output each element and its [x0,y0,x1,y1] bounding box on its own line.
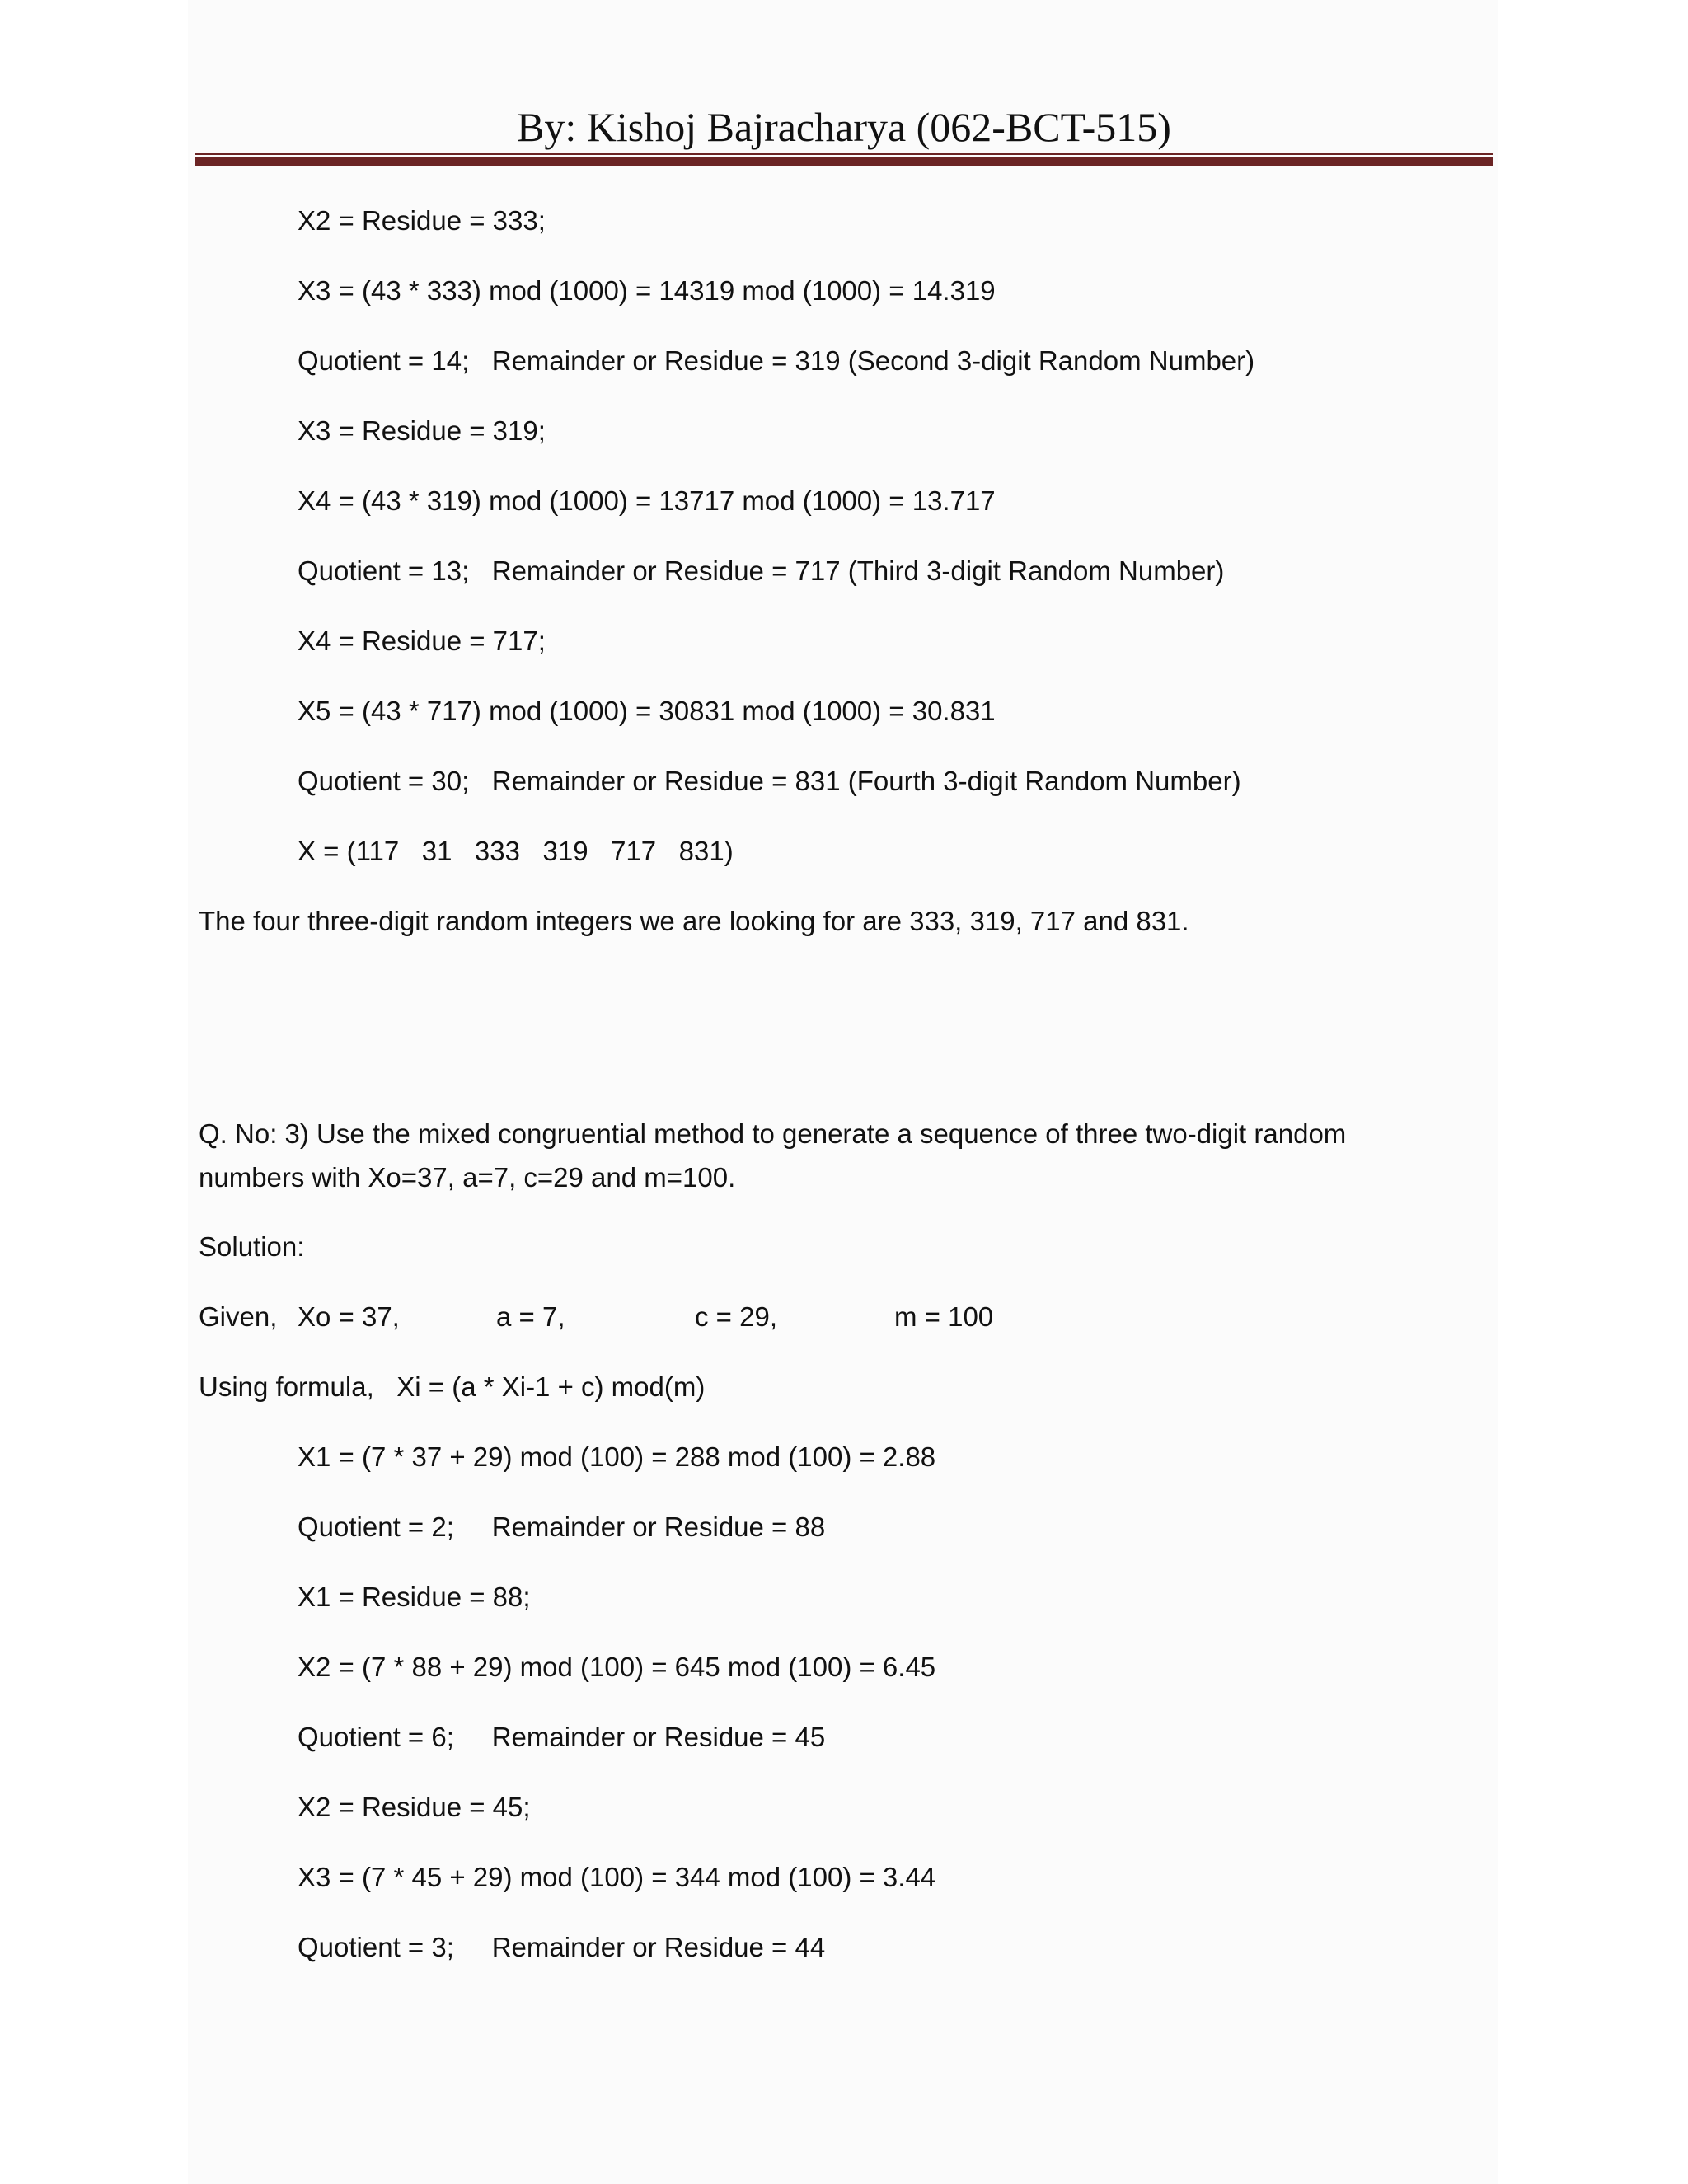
calc-line: X2 = Residue = 333; [298,205,546,236]
given-xo: Xo = 37, [298,1301,400,1332]
calc-line: X3 = Residue = 319; [298,415,546,446]
solution-label: Solution: [199,1231,305,1262]
calc-line: X5 = (43 * 717) mod (1000) = 30831 mod (1000) = 30.831 [298,696,996,726]
result-sequence: X = (117 31 333 319 717 831) [298,836,734,866]
page-header-title: By: Kishoj Bajracharya (062-BCT-515) [517,104,1171,150]
calc-line: Quotient = 2; Remainder or Residue = 88 [298,1511,826,1542]
calc-line: Quotient = 6; Remainder or Residue = 45 [298,1722,826,1752]
calc-line: X4 = (43 * 319) mod (1000) = 13717 mod (1000) = 13.717 [298,485,996,516]
given-c: c = 29, [695,1301,777,1332]
question-text: Q. No: 3) Use the mixed congruential method to generate a sequence of three two-digit random numbers with Xo=37, a=7, c=29 and m=100. [199,1118,1347,1193]
calc-line: Quotient = 3; Remainder or Residue = 44 [298,1932,826,1962]
calc-line: X1 = (7 * 37 + 29) mod (100) = 288 mod (100) = 2.88 [298,1441,936,1472]
formula-line: Using formula, Xi = (a * Xi-1 + c) mod(m) [199,1371,706,1402]
given-m: m = 100 [894,1301,994,1332]
header-rule-thin [195,153,1493,155]
calc-line: X3 = (7 * 45 + 29) mod (100) = 344 mod (100) = 3.44 [298,1862,936,1892]
given-label: Given, [199,1301,278,1332]
calc-line: X4 = Residue = 717; [298,626,546,656]
calc-line: X2 = (7 * 88 + 29) mod (100) = 645 mod (100) = 6.45 [298,1652,936,1682]
conclusion-text: The four three-digit random integers we are looking for are 333, 319, 717 and 831. [199,906,1189,936]
given-a: a = 7, [496,1301,565,1332]
calc-line: X3 = (43 * 333) mod (1000) = 14319 mod (1000) = 14.319 [298,275,996,306]
header-rule-thick [195,157,1493,166]
calc-line: Quotient = 30; Remainder or Residue = 831 (Fourth 3-digit Random Number) [298,766,1241,796]
calc-line: X2 = Residue = 45; [298,1792,531,1822]
calc-line: X1 = Residue = 88; [298,1582,531,1612]
calc-line: Quotient = 13; Remainder or Residue = 717 (Third 3-digit Random Number) [298,555,1225,586]
page-background [188,0,1498,2184]
calc-line: Quotient = 14; Remainder or Residue = 319 (Second 3-digit Random Number) [298,345,1255,376]
